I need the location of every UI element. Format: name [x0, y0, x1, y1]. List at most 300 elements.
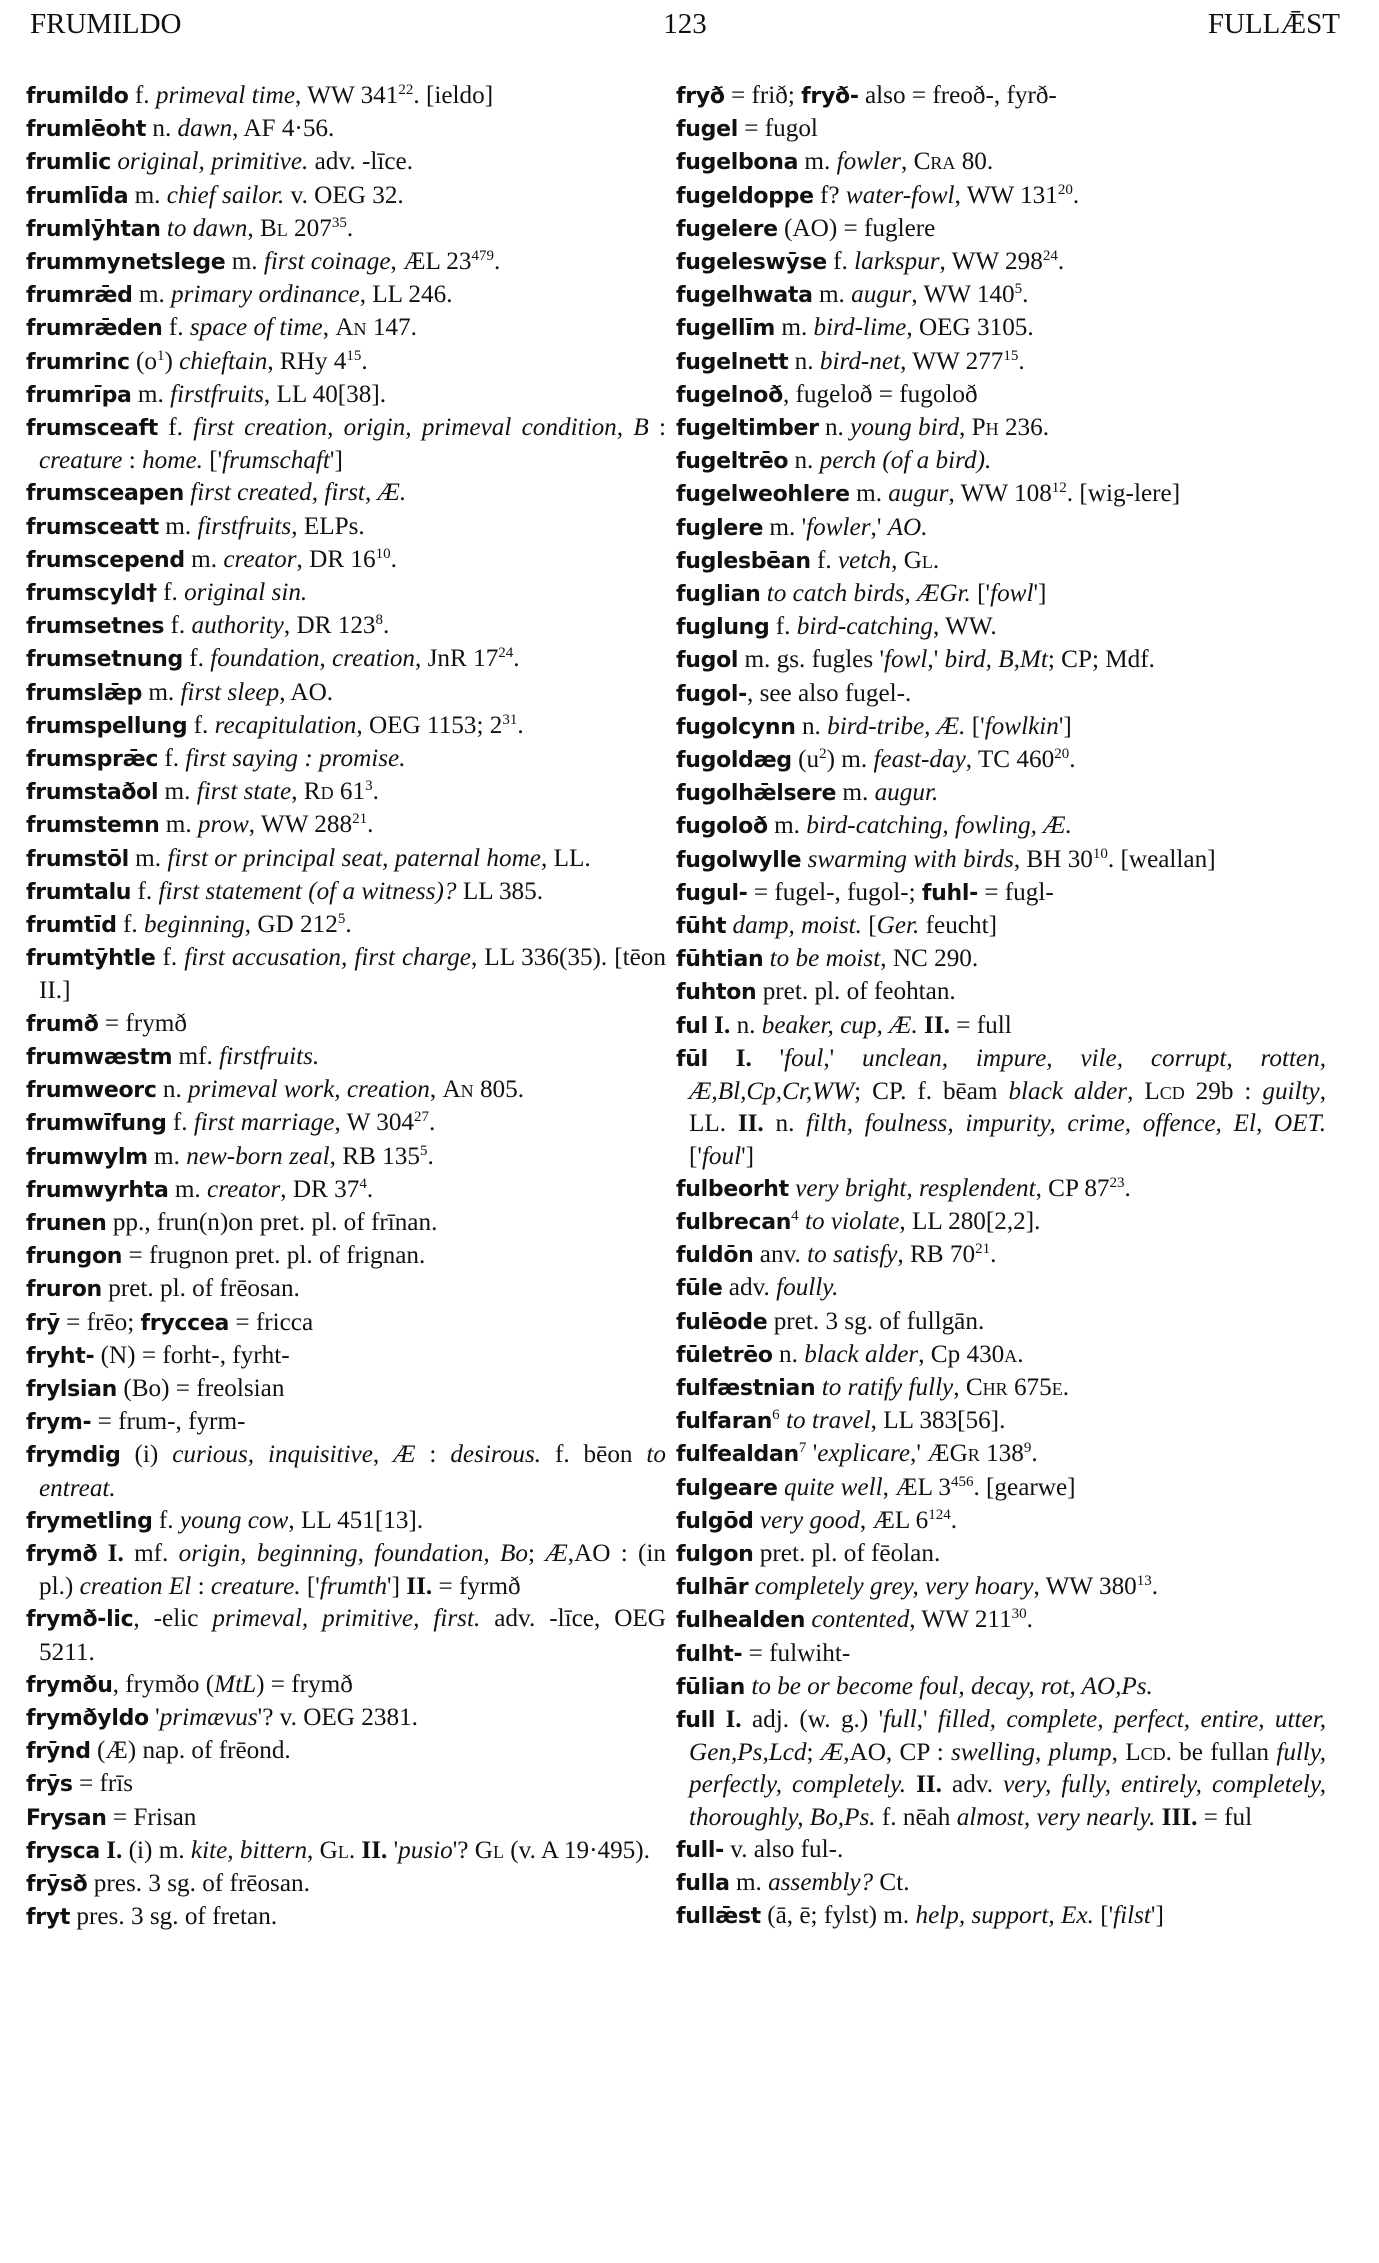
dictionary-entry: [676, 1306, 1326, 1339]
headword: frummynetslege: [26, 250, 226, 276]
definition-italic: very bright, resplendent: [795, 1174, 1036, 1202]
headword: fuhton: [676, 980, 757, 1006]
dictionary-entry: [676, 976, 1326, 1009]
entry-text: , GD 212: [244, 911, 338, 939]
dictionary-entry: [676, 412, 1326, 445]
superscript-ref: 7: [798, 1440, 807, 1457]
entry-text: , ÆL 23: [390, 248, 472, 276]
superscript-ref: 4: [359, 1175, 367, 1192]
definition-italic: first state: [196, 778, 292, 806]
definition-italic: full: [883, 1705, 917, 1733]
definition-italic: firstfruits: [197, 512, 292, 540]
dictionary-entry: [676, 1671, 1326, 1704]
superscript-ref: 3: [365, 778, 373, 795]
entry-text: , fugeloð = fugoloð: [782, 380, 978, 408]
headword: frysca: [26, 1838, 100, 1864]
headword: frymð: [26, 1541, 98, 1567]
dictionary-entry: [26, 876, 666, 909]
dictionary-entry: [676, 279, 1326, 312]
dictionary-entry: [676, 312, 1326, 345]
superscript-ref: 6: [772, 1407, 780, 1424]
entry-text: m.: [132, 281, 172, 309]
dictionary-entry: [26, 1008, 666, 1041]
headword: frumtȳhtle: [26, 946, 156, 972]
entry-text: , LL.: [689, 1078, 1327, 1138]
definition-italic: bird, B,Mt: [944, 646, 1048, 674]
dictionary-entry: [676, 545, 1326, 578]
headword: fulfealdan: [676, 1442, 799, 1468]
entry-text: pret. 3 sg. of fullgān.: [767, 1307, 985, 1335]
headword: fullǣst: [676, 1904, 761, 1930]
entry-text: [': [202, 447, 223, 475]
dictionary-entry: [676, 1239, 1326, 1272]
dictionary-entry: [676, 1638, 1326, 1671]
dictionary-entry: [676, 1900, 1326, 1933]
headword: fugelbona: [676, 150, 799, 176]
superscript-ref: 22: [398, 82, 414, 98]
definition-italic: very, fully, entirely, completely, thoroughly, Bo,Ps.: [689, 1771, 1326, 1831]
superscript-ref: 8: [375, 612, 384, 629]
entry-text: , OEG 3105.: [906, 314, 1034, 342]
entry-text: n.: [818, 414, 851, 442]
headword: frumspellung: [26, 713, 188, 739]
headword: fulla: [676, 1870, 730, 1896]
entry-text: [708, 1045, 736, 1072]
definition-italic: first created, first: [190, 479, 365, 507]
headword: frumsprǣc: [26, 747, 159, 773]
superscript-ref: 15: [346, 347, 362, 364]
entry-text: .: [367, 811, 374, 839]
definition-italic: primævus: [159, 1703, 258, 1731]
dictionary-entry: [26, 1505, 666, 1538]
headword: fugeltrēo: [676, 449, 789, 475]
entry-text: = frugnon pret. pl. of frignan.: [122, 1242, 426, 1270]
definition-italic: filst: [1113, 1902, 1151, 1930]
headword: fūle: [676, 1276, 723, 1302]
definition-italic: fully, perfectly, completely.: [689, 1739, 1327, 1799]
entry-text: m.: [729, 1868, 769, 1896]
headword: frumrīpa: [26, 382, 132, 408]
entry-text: ,: [291, 778, 304, 806]
headword: frunen: [26, 1210, 107, 1236]
definition-italic: bird-tribe, Æ.: [827, 712, 966, 740]
headword: fulht-: [676, 1641, 743, 1667]
entry-text: mf.: [123, 1539, 179, 1567]
entry-text: adv.: [941, 1771, 1004, 1799]
definition-italic: original sin.: [184, 579, 308, 607]
dictionary-entry: [26, 809, 666, 842]
headword: fulgeare: [676, 1475, 778, 1501]
definition-italic: first creation, origin, primeval condition, B: [193, 414, 649, 442]
entry-text: , JnR 17: [415, 645, 499, 673]
entry-text: ']: [1033, 580, 1047, 608]
dictionary-entry: [26, 710, 666, 743]
entry-text: ,: [900, 148, 914, 176]
definition-italic: origin, beginning, foundation, Bo: [178, 1539, 528, 1567]
sense-number: II.: [916, 1771, 942, 1799]
entry-text: v. OEG 32.: [284, 181, 404, 209]
entry-text: f.: [155, 944, 185, 972]
definition-italic: first saying : promise.: [185, 745, 406, 773]
headword: frumildo: [26, 84, 129, 109]
definition-italic: completely grey, very hoary: [754, 1573, 1034, 1601]
headword: ful: [676, 1013, 708, 1039]
superscript-ref: 10: [1092, 845, 1108, 862]
superscript-ref: 21: [352, 811, 368, 828]
definition-italic: primary ordinance: [171, 281, 360, 309]
entry-text: .: [1057, 248, 1065, 276]
dictionary-entry: [26, 1141, 666, 1174]
entry-text: f.: [128, 82, 156, 109]
headword: frumscyld†: [26, 581, 157, 607]
definition-italic: to be moist: [769, 945, 881, 973]
entry-text: , WW 298: [939, 248, 1043, 276]
entry-text: , LL 451[13].: [288, 1506, 424, 1534]
entry-text: (i): [120, 1441, 173, 1469]
headword: frumsceapen: [26, 481, 184, 507]
entry-text: , LL 246.: [359, 281, 453, 309]
headword: fūletrēo: [676, 1342, 773, 1368]
entry-text: , WW 288: [248, 811, 353, 839]
headword: frumstōl: [26, 846, 129, 872]
entry-text: .: [427, 1142, 434, 1170]
entry-text: ': [387, 1836, 399, 1864]
source-abbrev: Lcd: [1144, 1078, 1185, 1106]
dictionary-entry: [676, 1438, 1326, 1471]
definition-italic: foul: [701, 1142, 742, 1170]
definition-italic: foully.: [776, 1274, 839, 1302]
dictionary-entry: [676, 246, 1326, 279]
superscript-ref: 1: [156, 347, 165, 364]
headword: fugelnett: [676, 349, 789, 375]
entry-text: f.: [164, 612, 192, 640]
entry-text: ,': [823, 1044, 862, 1072]
entry-text: (Æ) nap. of frēond.: [90, 1737, 291, 1765]
headword: frymðu: [26, 1672, 113, 1698]
dictionary-entry: [676, 1472, 1326, 1505]
dictionary-entry: [676, 445, 1326, 478]
dictionary-entry: [676, 1571, 1326, 1604]
entry-text: .: [346, 214, 354, 242]
entry-text: (u: [791, 746, 820, 774]
entry-text: ,' Æ: [910, 1440, 950, 1468]
headword: fryð-: [801, 84, 859, 109]
entry-text: .: [1022, 281, 1029, 309]
dictionary-entry: [676, 1704, 1326, 1834]
headword: fugolhǣlsere: [676, 781, 837, 807]
superscript-ref: 31: [502, 711, 518, 728]
entry-text: 805.: [473, 1076, 525, 1104]
entry-text: f.: [166, 1109, 194, 1137]
dictionary-entry: [676, 146, 1326, 179]
dictionary-entry: [676, 910, 1326, 943]
headword: fugelweohlere: [676, 482, 850, 508]
sense-number: I.: [725, 1705, 742, 1733]
entry-text: n.: [730, 1011, 762, 1039]
dictionary-entry: [676, 578, 1326, 611]
dictionary-entry: [676, 213, 1326, 246]
entry-text: , BH 30: [1013, 845, 1093, 873]
entry-text: , DR 37: [280, 1175, 360, 1203]
dictionary-entry: [26, 1901, 666, 1934]
definition-italic: primeval, primitive, first.: [212, 1605, 481, 1633]
entry-text: .: [345, 911, 352, 939]
definition-italic: first or principal seat, paternal home: [167, 844, 541, 872]
entry-text: . be fullan: [1165, 1739, 1277, 1767]
source-abbrev: a: [1004, 1340, 1018, 1368]
definition-italic: larkspur: [854, 248, 940, 276]
headword: frȳnd: [26, 1739, 91, 1765]
source-abbrev: Bl: [259, 214, 288, 242]
entry-text: = fugl-: [977, 878, 1054, 906]
entry-text: ) = frymð: [256, 1670, 353, 1698]
entry-text: (i) m.: [122, 1836, 191, 1864]
headword: fulbeorht: [676, 1176, 789, 1202]
entry-text: m.: [775, 314, 814, 342]
entry-text: ,: [1111, 1739, 1126, 1767]
entry-text: [97, 1540, 107, 1567]
right-column: [676, 80, 1326, 1933]
superscript-ref: 5: [1014, 281, 1023, 298]
dictionary-entry: [676, 346, 1326, 379]
headword: fryht-: [26, 1343, 95, 1369]
definition-italic: Æ: [393, 1441, 416, 1469]
definition-italic: Æ: [545, 1539, 568, 1567]
entry-text: m. gs. fugles ': [738, 646, 885, 674]
entry-text: m.: [159, 811, 198, 839]
headword: fuglung: [676, 615, 770, 641]
definition-italic: fowler: [806, 513, 871, 541]
superscript-ref: 12: [1051, 480, 1067, 497]
entry-text: Ct.: [873, 1868, 910, 1896]
running-head-first-word: FRUMILDO: [30, 8, 182, 40]
entry-text: 80.: [955, 148, 994, 176]
dictionary-entry: [676, 1538, 1326, 1571]
headword: fugol: [676, 648, 739, 674]
definition-italic: very good: [759, 1506, 860, 1534]
definition-italic: quite well: [783, 1473, 883, 1501]
entry-text: ']: [1058, 712, 1072, 740]
dictionary-entry: [26, 113, 666, 146]
definition-italic: first marriage: [193, 1109, 335, 1137]
entry-text: ']: [387, 1573, 407, 1601]
entry-text: [: [861, 912, 877, 940]
entry-text: m.: [767, 812, 807, 840]
entry-text: 207: [287, 214, 332, 242]
sense-number: II.: [406, 1573, 433, 1601]
headword: frumrǣd: [26, 283, 133, 309]
sense-number: II.: [737, 1110, 764, 1138]
entry-text: , RHy 4: [267, 347, 347, 375]
sense-number: I.: [107, 1539, 124, 1567]
entry-text: ,: [953, 1373, 966, 1401]
source-abbrev: Gr: [949, 1440, 980, 1468]
headword: frymdig: [26, 1443, 121, 1469]
entry-text: = Frisan: [106, 1803, 197, 1831]
entry-text: (ā, ē; fylst) m.: [760, 1902, 916, 1930]
definition-italic: to entreat.: [39, 1441, 667, 1502]
entry-text: .: [1031, 1440, 1038, 1468]
dictionary-entry: [676, 1505, 1326, 1538]
entry-text: m.: [158, 512, 198, 540]
headword: fulfaran: [676, 1409, 773, 1435]
sense-number: I.: [714, 1011, 731, 1039]
entry-text: , DR 16: [296, 545, 376, 573]
definition-italic: MtL: [214, 1670, 257, 1698]
entry-text: '?: [452, 1836, 475, 1864]
entry-text: 236.: [998, 414, 1050, 442]
definition-italic: to ratify fully: [821, 1373, 954, 1401]
entry-text: ,: [322, 314, 336, 342]
entry-text: = ful: [1197, 1803, 1253, 1831]
definition-italic: primeval time: [155, 82, 296, 109]
definition-italic: first coinage: [263, 248, 391, 276]
entry-text: .: [390, 545, 397, 573]
dictionary-entry: [26, 412, 666, 477]
entry-text: = frēo;: [59, 1308, 141, 1336]
headword: frumsceatt: [26, 514, 159, 540]
dictionary-entry: [26, 1406, 666, 1439]
entry-text: ,: [959, 414, 972, 442]
source-abbrev: Cra: [913, 148, 956, 176]
entry-text: [': [965, 712, 985, 740]
source-abbrev: An: [442, 1076, 474, 1104]
definition-italic: fowl: [884, 646, 928, 674]
entry-text: = frymð: [98, 1009, 187, 1037]
entry-text: ': [148, 1703, 160, 1731]
entry-text: [715, 1706, 725, 1733]
definition-italic: bird-net: [819, 347, 901, 375]
headword: fulhār: [676, 1575, 749, 1601]
entry-text: n.: [156, 1076, 189, 1104]
entry-text: , WW 140: [911, 281, 1015, 309]
headword: fryt: [26, 1905, 71, 1931]
superscript-ref: 124: [928, 1506, 951, 1523]
source-abbrev: Gl: [319, 1836, 349, 1864]
entry-text: .: [932, 546, 940, 574]
definition-italic: first statement (of a witness)?: [158, 877, 457, 905]
definition-italic: to catch birds, ÆGr.: [766, 580, 971, 608]
entry-text: . [gearwe]: [973, 1473, 1076, 1501]
entry-text: .: [950, 1506, 958, 1534]
entry-text: = fugol: [737, 115, 818, 143]
entry-text: = fricca: [229, 1308, 314, 1336]
definition-italic: contented: [811, 1606, 910, 1634]
entry-text: ,: [372, 1441, 394, 1469]
entry-text: m. ': [763, 513, 807, 541]
sense-number: II.: [924, 1011, 950, 1039]
definition-italic: young cow: [179, 1506, 289, 1534]
definition-italic: creator: [207, 1175, 281, 1203]
headword: fugoloð: [676, 814, 768, 840]
entry-text: f.: [158, 414, 194, 442]
entry-text: .: [1062, 1373, 1070, 1401]
entry-text: m.: [225, 248, 264, 276]
source-abbrev: Gl: [903, 546, 933, 574]
definition-italic: Æ.: [377, 479, 407, 507]
dictionary-entry: [26, 279, 666, 312]
dictionary-entry: [26, 776, 666, 809]
headword: frumstaðol: [26, 780, 159, 806]
entry-text: .: [517, 711, 524, 739]
entry-text: 138: [979, 1440, 1024, 1468]
dictionary-entry: [676, 678, 1326, 711]
dictionary-entry: [26, 643, 666, 676]
definition-italic: curious, inquisitive: [172, 1441, 373, 1469]
definition-italic: filled, complete, perfect, entire, utter, Gen,Ps,Lcd: [689, 1705, 1326, 1767]
headword: frumtīd: [26, 913, 117, 939]
superscript-ref: 24: [1042, 248, 1058, 265]
entry-text: ): [164, 347, 180, 375]
sense-number: I.: [106, 1836, 123, 1864]
entry-text: f.: [769, 613, 797, 641]
entry-text: .: [1124, 1174, 1131, 1202]
entry-text: , ÆL 3: [882, 1473, 951, 1501]
headword: fugelhwata: [676, 283, 813, 309]
dictionary-entry: [26, 1439, 666, 1504]
definition-italic: assembly?: [768, 1868, 874, 1896]
entry-text: ;: [806, 1739, 821, 1767]
definition-italic: fowlkin: [984, 712, 1059, 740]
headword: frymetling: [26, 1508, 153, 1534]
headword: fugolcynn: [676, 714, 796, 740]
entry-text: .: [493, 248, 501, 276]
headword: frumsetnes: [26, 614, 165, 640]
definition-italic: Æ: [820, 1739, 844, 1767]
entry-text: (AO) = fuglere: [777, 214, 936, 242]
definition-italic: Ger.: [876, 912, 920, 940]
entry-text: :: [122, 447, 143, 475]
definition-italic: creator: [223, 545, 297, 573]
dictionary-entry: [26, 1373, 666, 1406]
entry-text: ) m.: [826, 746, 874, 774]
sense-number: I.: [735, 1044, 752, 1072]
headword: fulbrecan: [676, 1209, 792, 1235]
entry-text: .: [1151, 1573, 1159, 1601]
sense-number: III.: [1161, 1803, 1198, 1831]
entry-text: 147.: [366, 314, 417, 342]
dictionary-entry: [676, 1010, 1326, 1043]
headword: frumsceaft: [26, 416, 158, 442]
definition-italic: almost, very nearly.: [956, 1803, 1156, 1831]
dictionary-entry: [26, 1340, 666, 1373]
definition-italic: beaker, cup, Æ.: [761, 1011, 918, 1039]
entry-text: m.: [142, 678, 181, 706]
definition-italic: black alder: [804, 1340, 919, 1368]
definition-italic: first accusation, first charge: [184, 944, 471, 972]
headword: frumlēoht: [26, 117, 147, 143]
headword: fugelnoð: [676, 382, 783, 408]
dictionary-entry: [676, 512, 1326, 545]
dictionary-entry: [26, 909, 666, 942]
entry-text: f.: [116, 911, 144, 939]
entry-text: , LL 383[56].: [870, 1407, 1006, 1435]
headword: frȳs: [26, 1772, 73, 1798]
entry-text: 675: [1007, 1373, 1052, 1401]
headword: fuhl-: [921, 880, 978, 906]
definition-italic: home.: [142, 447, 203, 475]
entry-text: = fugel-, fugol-;: [747, 878, 922, 906]
entry-text: f.: [158, 745, 186, 773]
entry-text: f. nēah: [875, 1803, 957, 1831]
dictionary-entry: [676, 1372, 1326, 1405]
definition-italic: unclean, impure, vile, corrupt, rotten, Æ,Bl,Cp,Cr,WW: [689, 1044, 1327, 1106]
entry-text: m.: [128, 844, 168, 872]
entry-text: n.: [146, 115, 178, 143]
entry-text: pres. 3 sg. of fretan.: [70, 1903, 278, 1931]
entry-text: .: [383, 612, 390, 640]
definition-italic: to dawn: [166, 214, 248, 242]
